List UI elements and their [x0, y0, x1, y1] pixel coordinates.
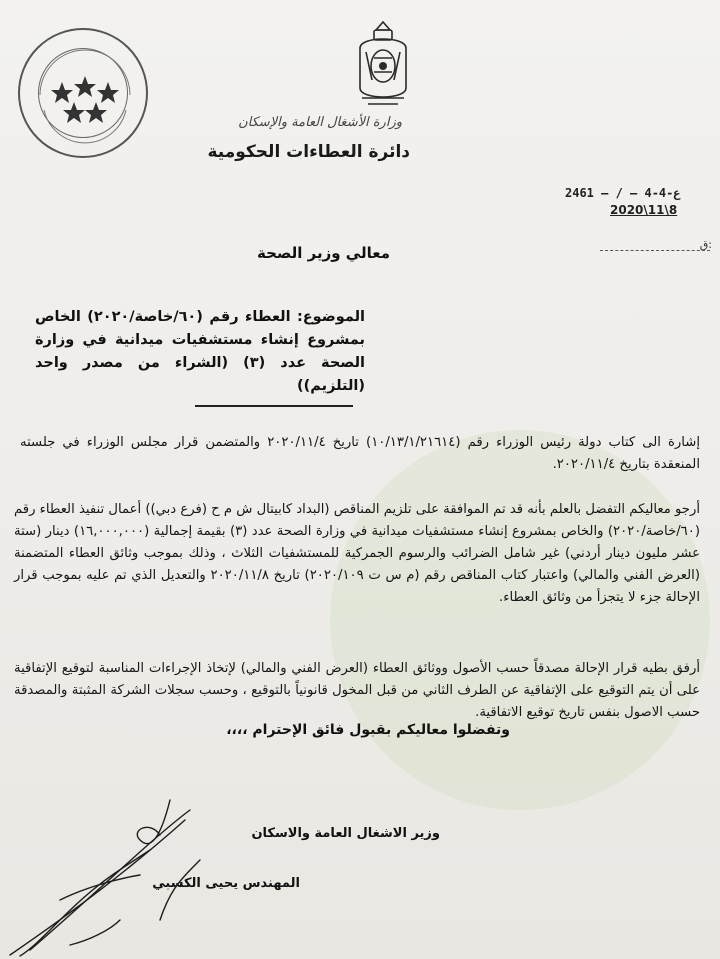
handwritten-signature — [0, 780, 230, 959]
signatory-name: المهندس يحيى الكسبي — [152, 876, 300, 891]
reference-date: 2020\11\8 — [610, 203, 678, 217]
closing-line: وتفضلوا معاليكم بقبول فائق الإحترام ،،،، — [226, 722, 510, 738]
body-paragraph-2: أرجو معاليكم التفضل بالعلم بأنه قد تم الموافقة على تلزيم المناقص (البداد كابيتال ش م ح (فرع دبي)) أعمال تنفيذ العطاء رقم (٦٠/خاصة/٢٠٢٠) والخاص بمشروع إنشاء مستشفيات ميدانية في وزارة الصحة عدد (٣) بقيمة إجمالية (١٦,٠٠٠,٠٠٠) دينار (ستة عشر مليون دينار أردني) غير شامل الضرائب والرسوم الجمركية للمستشفيات الثلاث ، وذلك بموجب وثائق العطاء المتضمنة (العرض الفني والمالي) واعتبار كتاب المناقص رقم (م س ت ٢٠٢٠/١٠٩) تاريخ ٢٠٢٠/١١/٨ والتعديل الذي تم عليه بموجب قرار الإحالة جزء لا يتجزأ من وثائق العطاء. — [14, 502, 700, 605]
subject-line: الموضوع: العطاء رقم (٦٠/خاصة/٢٠٢٠) الخاص بمشروع إنشاء مستشفيات ميدانية في وزارة الصحة عدد (٣) (الشراء من مصدر واحد (التلزيم)) — [35, 309, 365, 394]
subject-underline — [195, 405, 353, 407]
department-name: دائرة العطاءات الحكومية — [207, 142, 410, 162]
royal-crest-icon — [352, 18, 414, 110]
official-seal — [18, 28, 148, 158]
watermark-logo — [330, 430, 710, 810]
recipient: معالي وزير الصحة — [256, 244, 390, 262]
attachments-line — [600, 250, 710, 251]
attachments-label: ق: — [699, 238, 712, 251]
reference-number: 2461 — / — 4-4-ع — [565, 186, 681, 200]
body-paragraph-1: إشارة الى كتاب دولة رئيس الوزراء رقم (١٠/١٣/١/٢١٦١٤) تاريخ ٢٠٢٠/١١/٤ والمتضمن قرار مجلس الوزراء في جلسته المنعقدة بتاريخ ٢٠٢٠/١١/٤. — [20, 435, 700, 472]
body-paragraph-3: أرفق بطيه قرار الإحالة مصدقاً حسب الأصول ووثائق العطاء (العرض الفني والمالي) لإتخاذ الإجراءات المناسبة لتوقيع الإتفاقية على أن يتم التوقيع على الإتفاقية عن الطرف الثاني من قبل المخول قانونياً بالتوقيع ، وحسب سجلات الشركة المثبتة والمصدقة حسب الاصول بنفس تاريخ توقيع الاتفاقية. — [14, 661, 700, 720]
ministry-name: وزارة الأشغال العامة والإسكان — [238, 115, 402, 130]
seal-stars-icon — [20, 30, 150, 160]
signatory-title: وزير الاشغال العامة والاسكان — [251, 826, 440, 841]
